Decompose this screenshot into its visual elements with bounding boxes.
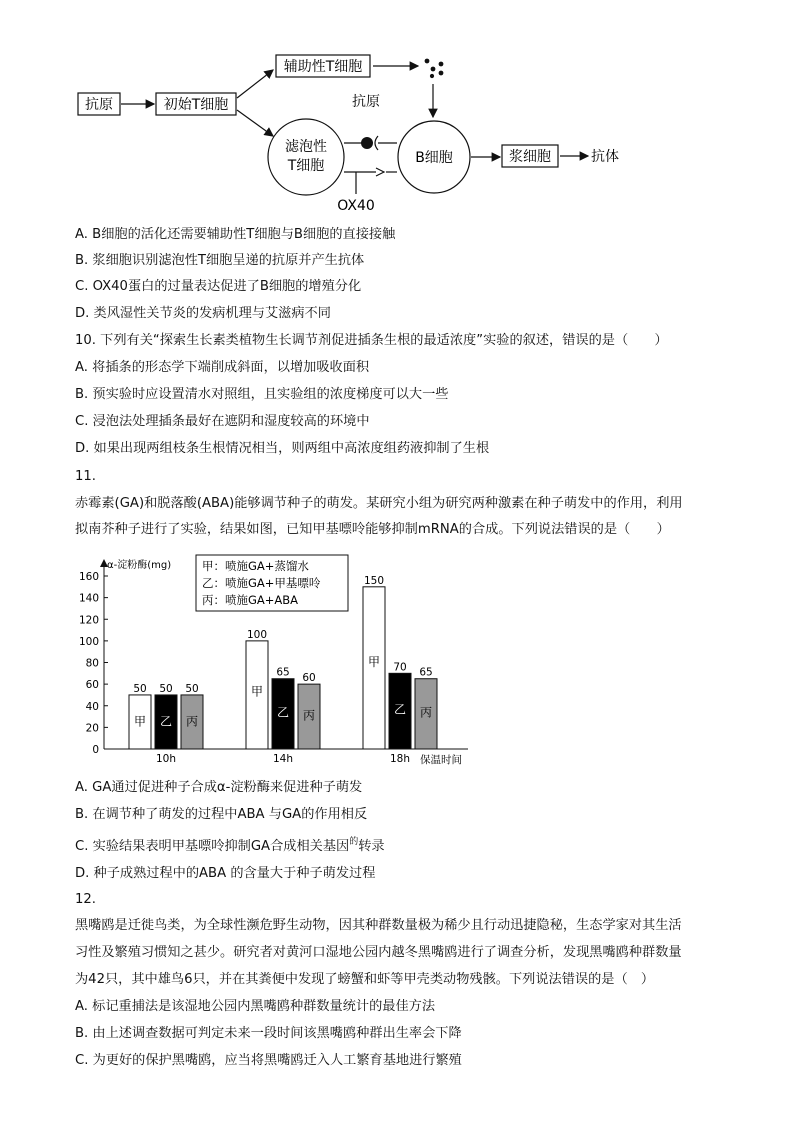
q12-stem-3: 为42只，其中雄鸟6只，并在其粪便中发现了螃蟹和虾等甲壳类动物残骸。下列说法错误的是（ ） <box>75 972 655 987</box>
q11-option-c-tail: 转录 <box>358 839 385 854</box>
q9-option-a: A. B细胞的活化还需要辅助性T细胞与B细胞的直接接触 <box>75 227 396 242</box>
q11-option-c <box>75 837 385 858</box>
q12-option-a: A. 标记重捕法是该湿地公园内黑嘴鸥种群数量统计的最佳方法 <box>75 999 436 1014</box>
q12-option-b: B. 由上述调查数据可判定未来一段时间该黑嘴鸥种群出生率会下降 <box>75 1026 462 1041</box>
y-tick-label: 80 <box>85 657 99 670</box>
bar-value-label: 100 <box>246 628 268 641</box>
q11-stem-2: 拟南芥种子进行了实验，结果如图，已知甲基嘌呤能够抑制mRNA的合成。下列说法错误的是（ ） <box>75 522 670 537</box>
q10-option-a: A. 将插条的形态学下端削成斜面，以增加吸收面积 <box>75 360 370 375</box>
bar-value-label: 70 <box>393 661 407 674</box>
follicular-t-cell <box>268 119 344 195</box>
legend-entry: 乙：喷施GA+甲基嘌呤 <box>202 576 321 590</box>
bar-series-label: 乙 <box>159 714 173 729</box>
bar-series-label: 甲 <box>367 654 381 669</box>
bar-value-label: 50 <box>185 682 199 695</box>
bar-value-label: 50 <box>159 682 173 695</box>
y-tick-label: 40 <box>85 700 99 713</box>
y-tick-label: 60 <box>85 679 99 692</box>
legend-entry: 丙：喷施GA+ABA <box>202 593 299 607</box>
bar-series-label: 丙 <box>302 708 316 723</box>
y-tick-label: 160 <box>78 571 99 583</box>
bar-value-label: 60 <box>302 672 316 685</box>
antigen-dot <box>361 137 373 149</box>
bar-value-label: 65 <box>276 666 290 679</box>
q9-option-b: B. 浆细胞识别滤泡性T细胞呈递的抗原并产生抗体 <box>75 253 365 268</box>
cytokine-dots <box>425 59 444 79</box>
antigen-top-label: 抗原 <box>352 94 380 110</box>
q9-option-c: C. OX40蛋白的过量表达促进了B细胞的增殖分化 <box>75 279 362 294</box>
bar-value-label: 65 <box>419 666 433 679</box>
q11-option-c-text: C. 实验结果表明甲基嘌呤抑制GA合成相关基因 <box>75 839 350 854</box>
y-axis-label: α-淀粉酶(mg) <box>107 560 172 571</box>
x-tick-label: 14h <box>272 753 294 765</box>
q11-stem-1: 赤霉素(GA)和脱落酸(ABA)能够调节种子的萌发。某研究小组为研究两种激素在种子萌发中的作用，利用 <box>75 496 683 511</box>
y-tick-label: 100 <box>78 635 99 648</box>
antibody-label: 抗体 <box>591 149 619 165</box>
bar-series-label: 丙 <box>185 714 199 729</box>
b-cell-label: B细胞 <box>415 150 453 166</box>
bar-series-label: 乙 <box>276 705 290 720</box>
bar-series-label: 丙 <box>419 705 433 720</box>
q11-option-b: B. 在调节种了萌发的过程中ABA 与GA的作用相反 <box>75 807 368 822</box>
q10-option-d: D. 如果出现两组枝条生根情况相当，则两组中高浓度组药液抑制了生根 <box>75 441 490 456</box>
y-tick-label: 0 <box>92 744 99 756</box>
plasma-cell-label: 浆细胞 <box>509 149 551 165</box>
immune-diagram <box>0 0 794 220</box>
follicular-t-label-2: T细胞 <box>287 158 325 174</box>
helper-t-label: 辅助性T细胞 <box>283 59 363 75</box>
bar-series-label: 甲 <box>250 684 264 699</box>
naive-t-label: 初始T细胞 <box>163 97 229 113</box>
follicular-t-label-1: 滤泡性 <box>285 139 327 155</box>
bar-series-label: 甲 <box>133 714 147 729</box>
q11-option-c-sup: 的 <box>349 837 359 847</box>
q10-option-c: C. 浸泡法处理插条最好在遮阴和湿度较高的环境中 <box>75 414 370 429</box>
legend-entry: 甲：喷施GA+蒸馏水 <box>202 559 309 573</box>
y-tick-label: 20 <box>85 722 99 735</box>
y-tick-label: 140 <box>78 592 99 605</box>
q11-option-d: D. 种子成熟过程中的ABA 的含量大于种子萌发过程 <box>75 866 376 881</box>
antigen-left-label: 抗原 <box>85 97 113 113</box>
x-tick-label: 18h <box>389 753 411 765</box>
q11-option-a: A. GA通过促进种子合成α-淀粉酶来促进种子萌发 <box>75 780 363 795</box>
q12-number: 12. <box>75 892 96 907</box>
x-tick-label: 10h <box>155 753 177 765</box>
q10-stem: 10. 下列有关“探索生长素类植物生长调节剂促进插条生根的最适浓度”实验的叙述，错误的是（ ） <box>75 333 668 348</box>
ox40-label: OX40 <box>337 198 375 214</box>
q11-number: 11. <box>75 469 96 484</box>
y-tick-label: 120 <box>78 614 99 627</box>
amylase-bar-chart <box>0 546 794 776</box>
bar-series-label: 乙 <box>393 702 407 717</box>
q10-option-b: B. 预实验时应设置清水对照组，且实验组的浓度梯度可以大一些 <box>75 387 449 402</box>
q9-option-d: D. 类风湿性关节炎的发病机理与艾滋病不同 <box>75 306 331 321</box>
bar-value-label: 150 <box>363 574 385 587</box>
q12-option-c: C. 为更好的保护黑嘴鸥，应当将黑嘴鸥迁入人工繁育基地进行繁殖 <box>75 1053 462 1068</box>
q12-stem-2: 习性及繁殖习惯知之甚少。研究者对黄河口湿地公园内越冬黑嘴鸥进行了调查分析，发现黑嘴鸥种群数量 <box>75 945 682 960</box>
q12-stem-1: 黑嘴鸥是迁徙鸟类，为全球性濒危野生动物，因其种群数量极为稀少且行动迅捷隐秘，生态学家对其生活 <box>75 918 682 933</box>
x-axis-label: 保温时间 <box>420 754 462 766</box>
bar-value-label: 50 <box>133 682 147 695</box>
